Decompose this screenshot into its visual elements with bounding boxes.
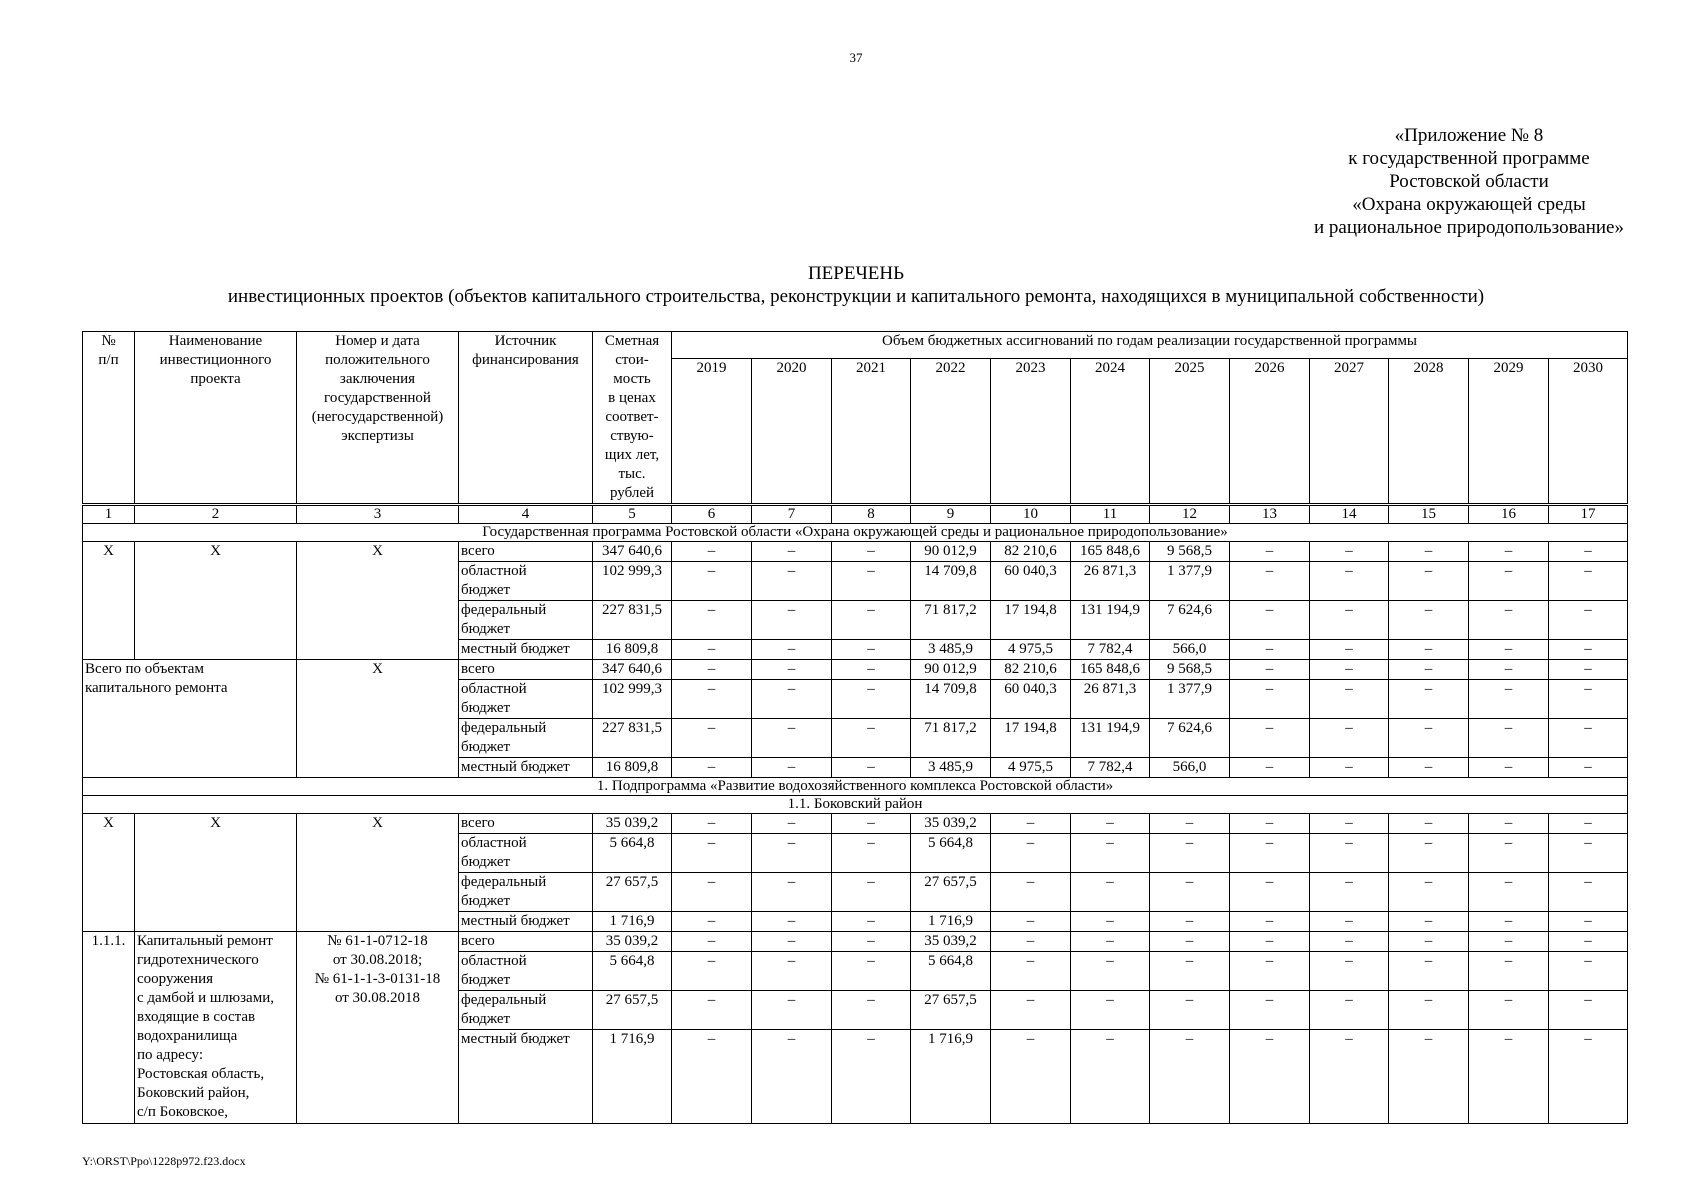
year-value: – [1549,834,1628,873]
appendix-note [1314,124,1624,239]
year-value: 5 664,8 [911,834,991,873]
year-value: – [1230,814,1310,834]
column-number: 14 [1310,505,1389,524]
year-value: 82 210,6 [991,542,1071,562]
column-number: 6 [672,505,752,524]
row-number: 1.1.1. [83,932,135,1124]
column-number: 13 [1230,505,1310,524]
year-value: – [1389,873,1469,912]
estimated-cost: 102 999,3 [593,680,672,719]
year-value: – [1230,1030,1310,1124]
estimated-cost: 227 831,5 [593,601,672,640]
year-value: 165 848,6 [1071,660,1150,680]
column-number: 5 [593,505,672,524]
year-value: – [752,601,832,640]
year-value: – [1230,834,1310,873]
year-value: – [1469,952,1549,991]
year-value: – [1310,660,1389,680]
year-value: 71 817,2 [911,601,991,640]
year-value: – [752,952,832,991]
year-value: – [1310,873,1389,912]
column-number: 16 [1469,505,1549,524]
year-value: – [1071,952,1150,991]
year-value: – [1230,562,1310,601]
table-body [83,332,1628,1124]
year-value: – [672,814,752,834]
column-number: 17 [1549,505,1628,524]
year-value: – [1310,952,1389,991]
year-value: – [1469,562,1549,601]
year-value: – [1310,542,1389,562]
column-number: 3 [297,505,459,524]
program-section-row-title: Государственная программа Ростовской области «Охрана окружающей среды и рациональное природопользование» [83,524,1628,542]
district-section-row-title: 1.1. Боковский район [83,796,1628,814]
year-value: 4 975,5 [991,640,1071,660]
row-project-name: Х [135,814,297,932]
funding-source: областной бюджет [459,952,593,991]
row-number: Х [83,542,135,660]
year-value: – [832,912,911,932]
year-value: – [991,1030,1071,1124]
funding-source: местный бюджет [459,758,593,778]
year-value: – [1150,952,1230,991]
year-value: – [1150,991,1230,1030]
column-number: 11 [1071,505,1150,524]
year-value: – [1310,834,1389,873]
estimated-cost: 102 999,3 [593,562,672,601]
document-subtitle: инвестиционных проектов (объектов капитального строительства, реконструкции и капитального ремонта, находящихся в муниципальной собственности) [227,286,1485,307]
year-value: – [1230,932,1310,952]
year-value: – [832,640,911,660]
year-value: – [1549,719,1628,758]
year-value: 90 012,9 [911,660,991,680]
subprogram-section-row [83,778,1628,796]
year-value: 71 817,2 [911,719,991,758]
year-value: – [1549,932,1628,952]
year-value: – [991,873,1071,912]
estimated-cost: 5 664,8 [593,952,672,991]
funding-source: всего [459,932,593,952]
year-value: – [672,1030,752,1124]
year-value: – [1230,758,1310,778]
year-value: – [1389,758,1469,778]
year-value: – [1469,660,1549,680]
year-value: – [832,952,911,991]
funding-source: федеральный бюджет [459,991,593,1030]
year-value: – [752,640,832,660]
subprogram-section-row-title: 1. Подпрограмма «Развитие водохозяйственного комплекса Ростовской области» [83,778,1628,796]
year-value: – [1549,814,1628,834]
year-value: – [1549,1030,1628,1124]
program-section-row [83,524,1628,542]
header-funding-source: Источник финансирования [459,332,593,505]
year-value: – [832,542,911,562]
year-value: 1 716,9 [911,912,991,932]
year-value: – [1469,680,1549,719]
header-year: 2021 [832,359,911,505]
year-value: – [1310,719,1389,758]
year-value: – [1549,873,1628,912]
year-value: 27 657,5 [911,873,991,912]
year-value: – [672,991,752,1030]
document-title-block [0,262,1698,308]
year-value: – [1310,758,1389,778]
year-value: – [672,952,752,991]
investment-projects-table [82,331,1628,1124]
year-value: 90 012,9 [911,542,991,562]
year-value: – [1469,912,1549,932]
header-year: 2028 [1389,359,1469,505]
funding-source: федеральный бюджет [459,719,593,758]
column-number: 7 [752,505,832,524]
year-value: – [1389,562,1469,601]
year-value: – [1389,719,1469,758]
year-value: – [1310,601,1389,640]
year-value: – [1310,1030,1389,1124]
year-value: – [1230,680,1310,719]
header-row [83,332,1628,359]
year-value: – [1549,991,1628,1030]
year-value: – [1549,562,1628,601]
year-value: – [991,991,1071,1030]
estimated-cost: 16 809,8 [593,640,672,660]
year-value: – [1549,640,1628,660]
year-value: – [832,873,911,912]
header-year: 2026 [1230,359,1310,505]
row-expertise: Х [297,660,459,778]
budget-row [83,542,1628,562]
year-value: – [1071,814,1150,834]
year-value: – [1389,991,1469,1030]
year-value: – [672,640,752,660]
year-value: – [1389,814,1469,834]
year-value: – [1469,932,1549,952]
year-value: – [1389,680,1469,719]
column-number: 1 [83,505,135,524]
year-value: – [672,601,752,640]
year-value: – [991,814,1071,834]
year-value: – [1469,719,1549,758]
column-number: 10 [991,505,1071,524]
year-value: – [672,834,752,873]
row-project-name: Х [135,542,297,660]
funding-source: местный бюджет [459,640,593,660]
estimated-cost: 27 657,5 [593,991,672,1030]
header-year: 2027 [1310,359,1389,505]
year-value: – [1310,991,1389,1030]
year-value: – [1071,834,1150,873]
year-value: – [1389,660,1469,680]
year-value: 60 040,3 [991,562,1071,601]
funding-source: областной бюджет [459,680,593,719]
funding-source: федеральный бюджет [459,601,593,640]
appendix-line: к государственной программе [1348,148,1590,169]
estimated-cost: 227 831,5 [593,719,672,758]
estimated-cost: 35 039,2 [593,814,672,834]
year-value: – [1389,952,1469,991]
header-expertise: Номер и дата положительного заключения государственной (негосударственной) экспертизы [297,332,459,505]
year-value: – [672,680,752,719]
funding-source: местный бюджет [459,912,593,932]
year-value: – [1310,562,1389,601]
year-value: – [752,719,832,758]
header-year: 2022 [911,359,991,505]
column-numbers-row [83,505,1628,524]
year-value: – [1549,912,1628,932]
year-value: – [1469,758,1549,778]
header-year: 2019 [672,359,752,505]
estimated-cost: 1 716,9 [593,912,672,932]
year-value: – [672,758,752,778]
year-value: 1 716,9 [911,1030,991,1124]
funding-source: всего [459,542,593,562]
year-value: 35 039,2 [911,814,991,834]
year-value: – [1230,991,1310,1030]
estimated-cost: 27 657,5 [593,873,672,912]
year-value: – [1389,834,1469,873]
year-value: – [1150,912,1230,932]
column-number: 12 [1150,505,1230,524]
year-value: – [1150,814,1230,834]
funding-source: всего [459,814,593,834]
year-value: – [832,758,911,778]
year-value: – [991,834,1071,873]
year-value: – [1389,912,1469,932]
year-value: 131 194,9 [1071,601,1150,640]
year-value: – [1389,640,1469,660]
year-value: – [832,601,911,640]
year-value: – [1310,680,1389,719]
year-value: – [1469,834,1549,873]
year-value: – [1230,601,1310,640]
year-value: – [1230,640,1310,660]
year-value: 17 194,8 [991,719,1071,758]
header-estimated-cost: Сметная стои- мость в ценах соответ- ствую- щих лет, тыс. рублей [593,332,672,505]
funding-source: областной бюджет [459,562,593,601]
year-value: – [1150,834,1230,873]
year-value: – [1469,1030,1549,1124]
year-value: 35 039,2 [911,932,991,952]
year-value: 7 782,4 [1071,758,1150,778]
year-value: 7 782,4 [1071,640,1150,660]
appendix-line: Ростовской области [1389,171,1549,192]
year-value: – [832,660,911,680]
year-value: – [672,562,752,601]
year-value: – [752,542,832,562]
year-value: – [1469,640,1549,660]
document-title: ПЕРЕЧЕНЬ [807,263,905,284]
year-value: – [1230,719,1310,758]
year-value: – [1469,542,1549,562]
year-value: – [1071,991,1150,1030]
year-value: – [1469,873,1549,912]
year-value: 14 709,8 [911,680,991,719]
year-value: 26 871,3 [1071,680,1150,719]
header-project-name: Наименование инвестиционного проекта [135,332,297,505]
year-value: – [1549,680,1628,719]
year-value: 9 568,5 [1150,660,1230,680]
year-value: – [752,932,832,952]
year-value: – [1310,640,1389,660]
year-value: – [832,814,911,834]
year-value: – [672,932,752,952]
column-number: 4 [459,505,593,524]
column-number: 9 [911,505,991,524]
header-number: № п/п [83,332,135,505]
year-value: – [1150,932,1230,952]
funding-source: всего [459,660,593,680]
year-value: – [832,680,911,719]
year-value: 3 485,9 [911,640,991,660]
row-expertise: Х [297,542,459,660]
district-section-row [83,796,1628,814]
year-value: – [1310,814,1389,834]
header-year: 2025 [1150,359,1230,505]
column-number: 15 [1389,505,1469,524]
year-value: – [1071,1030,1150,1124]
year-value: – [672,542,752,562]
year-value: – [752,1030,832,1124]
year-value: – [752,834,832,873]
row-expertise: № 61-1-0712-18 от 30.08.2018; № 61-1-1-3-0131-18 от 30.08.2018 [297,932,459,1124]
year-value: 5 664,8 [911,952,991,991]
funding-source: областной бюджет [459,834,593,873]
year-value: – [1150,1030,1230,1124]
header-years-group: Объем бюджетных ассигнований по годам реализации государственной программы [672,332,1628,359]
year-value: – [672,912,752,932]
budget-row [83,932,1628,952]
year-value: – [1310,912,1389,932]
year-value: 17 194,8 [991,601,1071,640]
year-value: – [1389,1030,1469,1124]
year-value: – [1549,952,1628,991]
year-value: – [1230,660,1310,680]
funding-source: федеральный бюджет [459,873,593,912]
year-value: – [1389,542,1469,562]
year-value: – [1071,873,1150,912]
page-number: 37 [849,50,863,65]
year-value: – [1389,601,1469,640]
year-value: – [1469,991,1549,1030]
year-value: – [752,873,832,912]
appendix-line: «Приложение № 8 [1394,125,1544,146]
year-value: 1 377,9 [1150,562,1230,601]
row-number: Х [83,814,135,932]
year-value: – [832,932,911,952]
year-value: 14 709,8 [911,562,991,601]
row-expertise: Х [297,814,459,932]
year-value: 566,0 [1150,758,1230,778]
year-value: – [991,912,1071,932]
year-value: – [672,719,752,758]
column-number: 2 [135,505,297,524]
header-year: 2023 [991,359,1071,505]
year-value: – [1230,873,1310,912]
funding-source: местный бюджет [459,1030,593,1124]
column-number: 8 [832,505,911,524]
year-value: – [752,912,832,932]
year-value: – [752,562,832,601]
year-value: 566,0 [1150,640,1230,660]
year-value: – [1071,912,1150,932]
year-value: – [832,1030,911,1124]
year-value: – [1469,601,1549,640]
estimated-cost: 347 640,6 [593,660,672,680]
year-value: 82 210,6 [991,660,1071,680]
year-value: – [752,680,832,719]
year-value: – [1230,912,1310,932]
year-value: – [752,814,832,834]
header-year: 2020 [752,359,832,505]
estimated-cost: 5 664,8 [593,834,672,873]
estimated-cost: 347 640,6 [593,542,672,562]
year-value: – [991,952,1071,991]
year-value: 165 848,6 [1071,542,1150,562]
year-value: – [1549,660,1628,680]
year-value: – [832,562,911,601]
year-value: – [1150,873,1230,912]
year-value: 1 377,9 [1150,680,1230,719]
year-value: – [1230,542,1310,562]
year-value: – [1549,601,1628,640]
file-path-footer: Y:\ORST\Ppo\1228p972.f23.docx [82,1154,246,1168]
year-value: 26 871,3 [1071,562,1150,601]
header-year: 2024 [1071,359,1150,505]
budget-row [83,660,1628,680]
year-value: 60 040,3 [991,680,1071,719]
year-value: 3 485,9 [911,758,991,778]
year-value: – [1389,932,1469,952]
year-value: – [1549,542,1628,562]
year-value: – [832,991,911,1030]
year-value: – [672,873,752,912]
header-year: 2029 [1469,359,1549,505]
appendix-line: и рациональное природопользование» [1313,217,1624,238]
year-value: – [1469,814,1549,834]
year-value: 7 624,6 [1150,719,1230,758]
year-value: – [752,660,832,680]
year-value: – [672,660,752,680]
year-value: 9 568,5 [1150,542,1230,562]
estimated-cost: 16 809,8 [593,758,672,778]
year-value: – [1071,932,1150,952]
year-value: – [832,834,911,873]
header-year: 2030 [1549,359,1628,505]
budget-row [83,814,1628,834]
estimated-cost: 35 039,2 [593,932,672,952]
estimated-cost: 1 716,9 [593,1030,672,1124]
year-value: 27 657,5 [911,991,991,1030]
year-value: – [832,719,911,758]
year-value: 4 975,5 [991,758,1071,778]
year-value: – [752,991,832,1030]
appendix-line: «Охрана окружающей среды [1352,194,1586,215]
year-value: – [991,932,1071,952]
year-value: – [1310,932,1389,952]
year-value: 7 624,6 [1150,601,1230,640]
row-group-name: Всего по объектам капитального ремонта [83,660,297,778]
year-value: 131 194,9 [1071,719,1150,758]
year-value: – [1230,952,1310,991]
row-project-name: Капитальный ремонт гидротехнического сооружения с дамбой и шлюзами, входящие в состав водохранилища по адресу: Ростовская область, Боковский район, с/п Боковское, [135,932,297,1124]
year-value: – [1549,758,1628,778]
year-value: – [752,758,832,778]
